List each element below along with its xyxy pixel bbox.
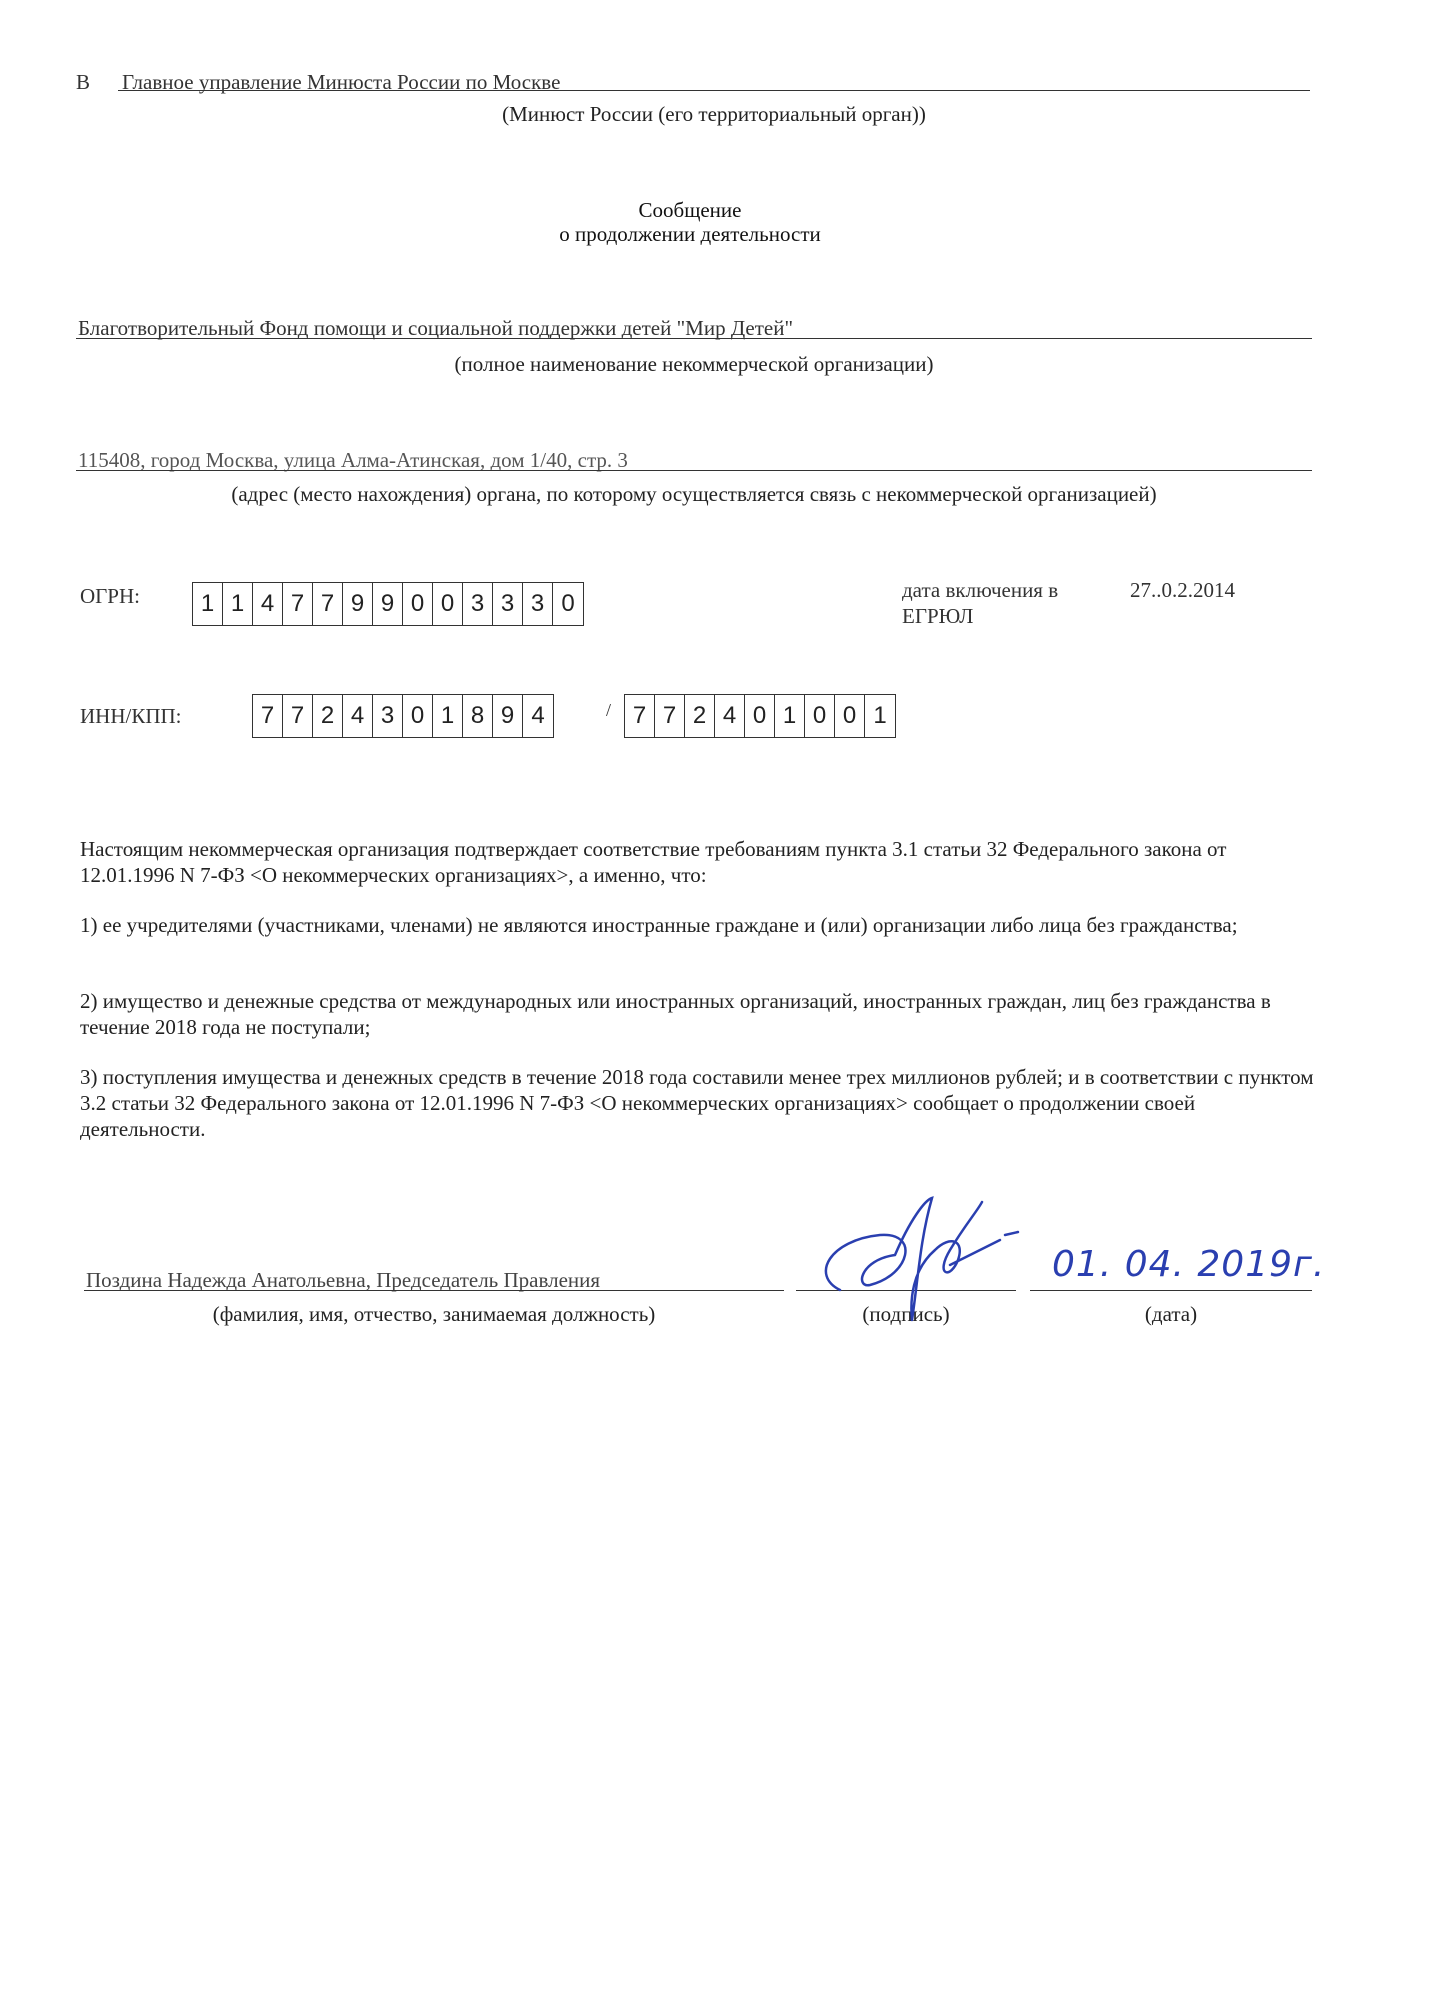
inn-kpp-label: ИНН/КПП:	[80, 704, 182, 728]
recipient-caption: (Минюст России (его территориальный орган))	[502, 102, 926, 126]
ogrn-digit: 3	[523, 583, 553, 625]
kpp-digit: 4	[715, 695, 745, 737]
inn-digit: 9	[493, 695, 523, 737]
body-item-2: 2) имущество и денежные средства от международных или иностранных организаций, иностранных граждан, лиц без гражданства в течение 2018 года не поступали;	[80, 989, 1271, 1039]
signature-caption: (подпись)	[862, 1302, 950, 1326]
document-title-line1: Сообщение	[638, 198, 742, 222]
organization-underline	[76, 338, 1312, 339]
address-value: 115408, город Москва, улица Алма-Атинская, дом 1/40, стр. 3	[78, 448, 628, 472]
inn-digit: 7	[253, 695, 283, 737]
kpp-digit: 1	[873, 702, 887, 729]
ogrn-digit: 4	[253, 583, 283, 625]
date-caption: (дата)	[1144, 1302, 1198, 1326]
ogrn-digit: 7	[283, 583, 313, 625]
kpp-digit: 0	[805, 695, 835, 737]
ogrn-digit: 7	[313, 583, 343, 625]
ogrn-digit: 0	[433, 583, 463, 625]
inn-digit: 1	[433, 695, 463, 737]
kpp-digit: 0	[835, 695, 865, 737]
inn-digit: 8	[463, 695, 493, 737]
handwritten-signature	[800, 1180, 1060, 1330]
signatory-underline	[84, 1290, 784, 1291]
document-title-line2: о продолжении деятельности	[559, 222, 821, 246]
kpp-digit: 1	[775, 695, 805, 737]
ogrn-digit: 0	[561, 590, 575, 617]
inn-digit: 0	[403, 695, 433, 737]
address-caption: (адрес (место нахождения) органа, по которому осуществляется связь с некоммерческой организацией)	[231, 482, 1157, 506]
organization-caption: (полное наименование некоммерческой организации)	[454, 352, 934, 376]
recipient-prefix: В	[76, 70, 91, 94]
kpp-digit: 7	[625, 695, 655, 737]
inn-digit: 4	[343, 695, 373, 737]
ogrn-digit: 1	[223, 583, 253, 625]
body-item-1: 1) ее учредителями (участниками, членами) не являются иностранные граждане и (или) организации либо лица без гражданства;	[80, 913, 1238, 937]
date-underline	[1030, 1290, 1312, 1291]
ogrn-digit: 9	[343, 583, 373, 625]
egrul-date: 27..0.2.2014	[1130, 578, 1235, 602]
ogrn-digit: 3	[493, 583, 523, 625]
egrul-label-line1: дата включения в	[902, 578, 1059, 602]
body-intro: Настоящим некоммерческая организация подтверждает соответствие требованиям пункта 3.1 статьи 32 Федерального закона от 12.01.1996 N 7-ФЗ <О некоммерческих организациях>, а именно, что:	[80, 837, 1227, 887]
ogrn-label: ОГРН:	[80, 584, 140, 608]
inn-kpp-separator: /	[606, 700, 612, 720]
ogrn-digit: 9	[373, 583, 403, 625]
address-underline	[76, 470, 1312, 471]
kpp-cells	[624, 694, 896, 738]
kpp-digit: 2	[685, 695, 715, 737]
body-item-3: 3) поступления имущества и денежных средств в течение 2018 года составили менее трех миллионов рублей; и в соответствии с пунктом 3.2 статьи 32 Федерального закона от 12.01.1996 N 7-ФЗ <О некоммерческих организациях> сообщает о продолжении своей деятельности.	[80, 1065, 1314, 1141]
recipient-underline	[118, 90, 1310, 91]
ogrn-digit: 1	[193, 583, 223, 625]
ogrn-digit: 0	[403, 583, 433, 625]
inn-digit: 7	[283, 695, 313, 737]
signatory-value: Поздина Надежда Анатольевна, Председатель Правления	[86, 1268, 601, 1292]
kpp-digit: 0	[745, 695, 775, 737]
organization-value: Благотворительный Фонд помощи и социальной поддержки детей "Мир Детей"	[78, 316, 794, 340]
signatory-caption: (фамилия, имя, отчество, занимаемая должность)	[212, 1302, 656, 1326]
inn-digit: 3	[373, 695, 403, 737]
recipient-value: Главное управление Минюста России по Москве	[122, 70, 561, 94]
inn-digit: 4	[531, 702, 545, 729]
egrul-label-line2: ЕГРЮЛ	[902, 604, 974, 628]
inn-cells	[252, 694, 554, 738]
ogrn-cells	[192, 582, 584, 626]
kpp-digit: 7	[655, 695, 685, 737]
inn-digit: 2	[313, 695, 343, 737]
handwritten-date: 01. 04. 2019г.	[1052, 1244, 1326, 1285]
ogrn-digit: 3	[463, 583, 493, 625]
